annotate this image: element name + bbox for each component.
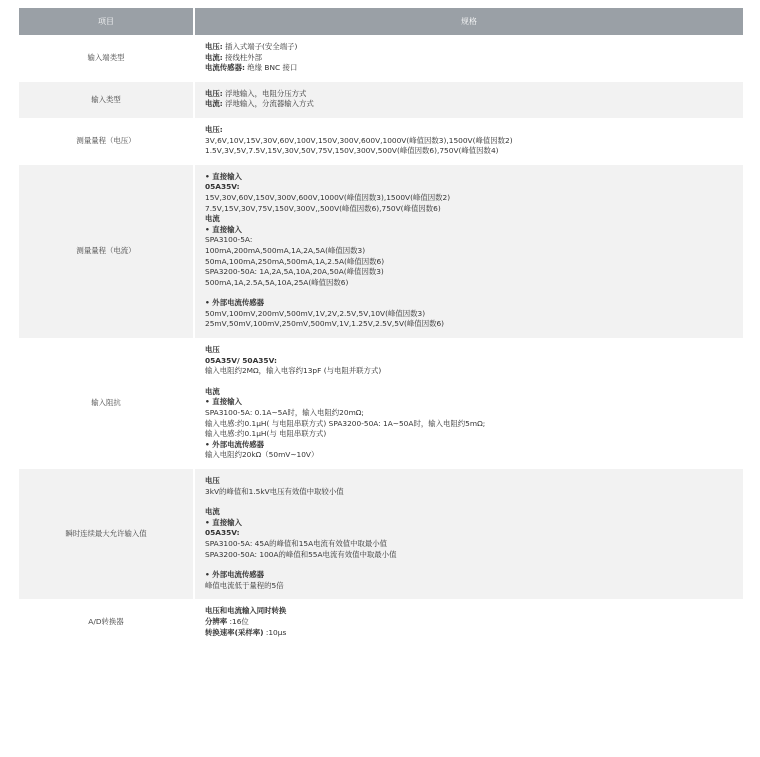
spec-line [205,146,743,157]
spec-line [205,550,743,561]
spec-line [205,397,743,408]
spec-line [205,204,743,215]
spec-line-text: SPA3100-5A: 45A的峰值和15A电流有效值中取最小值 [205,538,388,548]
spec-line [205,136,743,147]
table-body [19,35,743,646]
spec-line [205,63,743,74]
spec-line-key: 电压和电流输入同时转换 [205,606,287,616]
spec-line-text: 浮地输入，分流器输入方式 [222,99,314,109]
spec-line-text: 7.5V,15V,30V,75V,150V,300V,,500V(峰值因数6),750V(峰值因数6) [205,203,441,213]
spec-line-key: • 直接输入 [205,171,242,181]
spec-line-text: 15V,30V,60V,150V,300V,600V,1000V(峰值因数3),1500V(峰值因数2) [205,192,451,202]
spec-table [19,8,743,646]
spec-line [205,617,743,628]
row-label: 输入端类型 [19,35,195,82]
header-item: 项目 [19,8,195,35]
spec-line-text: 浮地输入，电阻分压方式 [222,88,307,98]
spec-line-text: 插入式端子(安全端子) [222,42,298,51]
spec-line [205,419,743,430]
row-spec [195,118,743,165]
spec-line-text: 500mA,1A,2.5A,5A,10A,25A(峰值因数6) [205,277,349,287]
spec-line [205,125,743,136]
spec-line-key: 05A35V: [205,182,240,192]
spec-line [205,450,743,461]
row-spec [195,82,743,118]
row-label: 输入类型 [19,82,195,118]
spec-line-key: 电流 [205,214,220,224]
spec-spacer [205,377,743,387]
spec-line-text: 绝缘 BNC 接口 [244,63,298,73]
spec-line [205,356,743,367]
spec-spacer [205,288,743,298]
spec-line-text: 3V,6V,10V,15V,30V,60V,100V,150V,300V,600V,1000V(峰值因数3),1500V(峰值因数2) [205,135,513,145]
spec-line [205,99,743,110]
spec-line [205,366,743,377]
spec-line-text: 100mA,200mA,500mA,1A,2A,5A(峰值因数3) [205,245,366,255]
spec-spacer [205,497,743,507]
spec-line [205,319,743,330]
spec-line-key: • 直接输入 [205,517,242,527]
spec-line-text: SPA3100-5A: [205,235,253,245]
row-spec [195,35,743,82]
spec-line-key: 电流传感器: [205,63,245,73]
spec-line [205,476,743,487]
table-row [19,599,743,646]
spec-line-key: 电流: [205,52,223,62]
spec-line-key: • 直接输入 [205,397,242,407]
spec-line-key: 电压: [205,42,223,51]
spec-line [205,89,743,100]
spec-line [205,257,743,268]
table-header-row [19,8,743,35]
spec-line [205,440,743,451]
spec-line [205,53,743,64]
spec-line [205,309,743,320]
spec-line [205,42,743,53]
corner-fold [0,0,20,20]
spec-line-text: :10μs [263,627,287,637]
spec-line [205,214,743,225]
spec-line-text: 接线柱外部 [222,52,263,62]
row-spec [195,338,743,469]
spec-line-key: 电流 [205,507,220,517]
spec-line [205,345,743,356]
spec-line-key: 电压 [205,345,220,355]
row-label: 瞬时连续最大允许输入值 [19,469,195,599]
spec-line-text: 输入电感:约0.1μH(与 电阻串联方式) [205,429,327,439]
spec-line-key: 分辨率 [205,616,228,626]
spec-line [205,539,743,550]
spec-line [205,628,743,639]
table-row [19,469,743,599]
spec-line [205,246,743,257]
spec-line-key: 电流: [205,99,223,109]
spec-line-text: 峰值电流低于量程的5倍 [205,580,284,590]
spec-line [205,172,743,183]
spec-line-text: SPA3200-50A: 100A的峰值和55A电流有效值中取最小值 [205,549,397,559]
spec-line-key: 转换速率(采样率) [205,627,264,637]
spec-line [205,570,743,581]
spec-line-key: • 外部电流传感器 [205,298,265,308]
spec-line [205,606,743,617]
row-spec [195,469,743,599]
spec-line [205,387,743,398]
spec-line-key: 05A35V/ 50A35V: [205,355,277,365]
spec-line [205,581,743,592]
spec-line [205,267,743,278]
row-label: 测量量程（电流） [19,165,195,338]
spec-line-key: 电流 [205,386,220,396]
spec-line-key: • 直接输入 [205,224,242,234]
spec-line [205,429,743,440]
spec-line [205,235,743,246]
spec-line-text: SPA3100-5A: 0.1A~5A时，输入电阻约20mΩ; [205,408,364,418]
table-row [19,338,743,469]
spec-line [205,182,743,193]
row-label: 测量量程（电压） [19,118,195,165]
spec-line [205,518,743,529]
spec-line-key: 电压 [205,476,220,485]
spec-line-text: 50mA,100mA,250mA,500mA,1A,2.5A(峰值因数6) [205,256,385,266]
spec-line [205,193,743,204]
table-row [19,35,743,82]
row-label: A/D转换器 [19,599,195,646]
row-label: 输入阻抗 [19,338,195,469]
spec-line [205,507,743,518]
spec-line-text: 3kV的峰值和1.5kV电压有效值中取较小值 [205,486,344,496]
spec-line-key: 05A35V: [205,528,240,538]
table-row [19,165,743,338]
spec-line-key: 电压: [205,124,223,134]
spec-line [205,487,743,498]
table-row [19,82,743,118]
spec-line-text: SPA3200-50A: 1A,2A,5A,10A,20A,50A(峰值因数3) [205,267,384,277]
header-spec: 规格 [195,8,743,35]
spec-line-key: • 外部电流传感器 [205,439,265,449]
spec-line-text: 1.5V,3V,5V,7.5V,15V,30V,50V,75V,150V,300V,500V(峰值因数6),750V(峰值因数4) [205,146,499,156]
spec-line-text: 25mV,50mV,100mV,250mV,500mV,1V,1.25V,2.5V,5V(峰值因数6) [205,319,445,329]
spec-line [205,278,743,289]
spec-line-key: • 外部电流传感器 [205,570,265,580]
spec-line-text: :16位 [227,616,249,626]
row-spec [195,599,743,646]
spec-line-text: 50mV,100mV,200mV,500mV,1V,2V,2.5V,5V,10V(峰值因数3) [205,308,426,318]
spec-line-key: 电压: [205,88,223,98]
spec-line-text: 输入电阻约2MΩ，输入电容约13pF (与电阻并联方式) [205,366,382,376]
spec-line [205,225,743,236]
spec-spacer [205,560,743,570]
spec-line-text: 输入电感:约0.1μH( 与电阻串联方式) SPA3200-50A: 1A~50A时，输入电阻约5mΩ; [205,418,486,428]
spec-line [205,528,743,539]
spec-line-text: 输入电阻约20kΩ（50mV~10V） [205,450,319,460]
spec-line [205,408,743,419]
spec-line [205,298,743,309]
table-row [19,118,743,165]
row-spec [195,165,743,338]
